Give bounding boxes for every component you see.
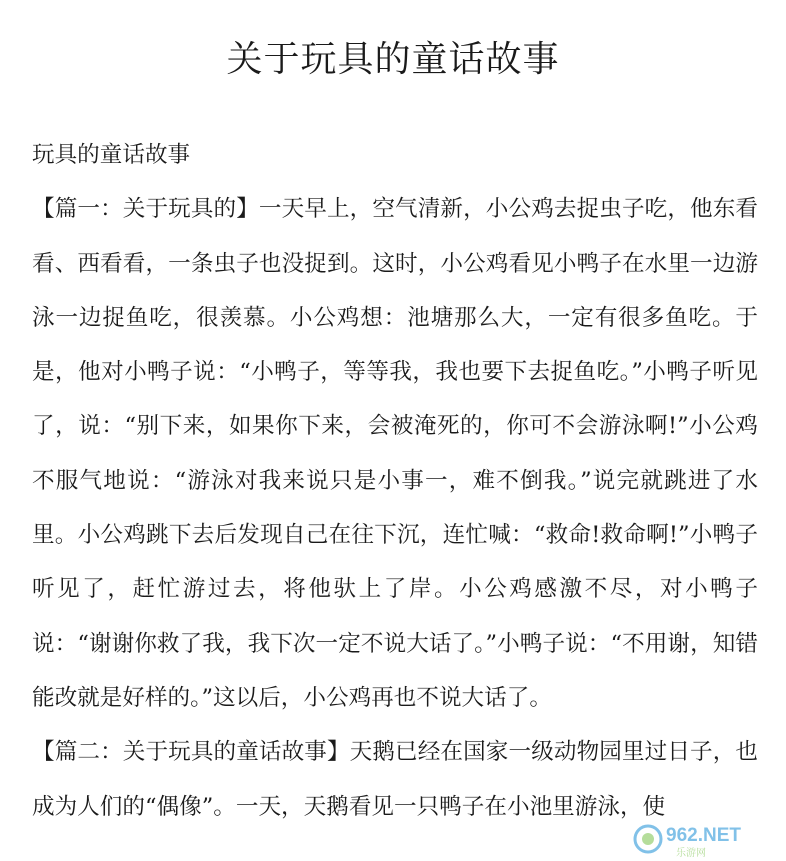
watermark-logo <box>630 819 780 859</box>
paragraph-2: 【篇二：关于玩具的童话故事】天鹅已经在国家一级动物园里过日子，也成为人们的“偶像”。一天，天鹅看见一只鸭子在小池里游泳，使 <box>32 739 758 820</box>
paragraph-1: 【篇一：关于玩具的】一天早上，空气清新，小公鸡去捉虫子吃，他东看看、西看看，一条虫子也没捉到。这时，小公鸡看见小鸭子在水里一边游泳一边捉鱼吃，很羡慕。小公鸡想：池塘那么大，一定有很多鱼吃。于是，他对小鸭子说：“小鸭子，等等我，我也要下去捉鱼吃。”小鸭子听见了，说：“别下来，如果你下来，会被淹死的，你可不会游泳啊!”小公鸡不服气地说：“游泳对我来说只是小事一，难不倒我。”说完就跳进了水里。小公鸡跳下去后发现自己在往下沉，连忙喊：“救命!救命啊!”小鸭子听见了，赶忙游过去，将他驮上了岸。小公鸡感激不尽，对小鸭子说：“谢谢你救了我，我下次一定不说大话了。”小鸭子说：“不用谢，知错能改就是好样的。”这以后，小公鸡再也不说大话了。 <box>32 196 758 711</box>
document-title: 关于玩具的童话故事 <box>226 39 560 80</box>
document-subtitle: 玩具的童话故事 <box>32 142 191 168</box>
watermark-subtext: 乐游网 <box>676 848 706 859</box>
watermark-text: 962.NET <box>666 825 741 846</box>
document-body <box>32 128 758 834</box>
watermark-logo-icon <box>630 819 780 859</box>
logo-dot <box>642 833 654 845</box>
